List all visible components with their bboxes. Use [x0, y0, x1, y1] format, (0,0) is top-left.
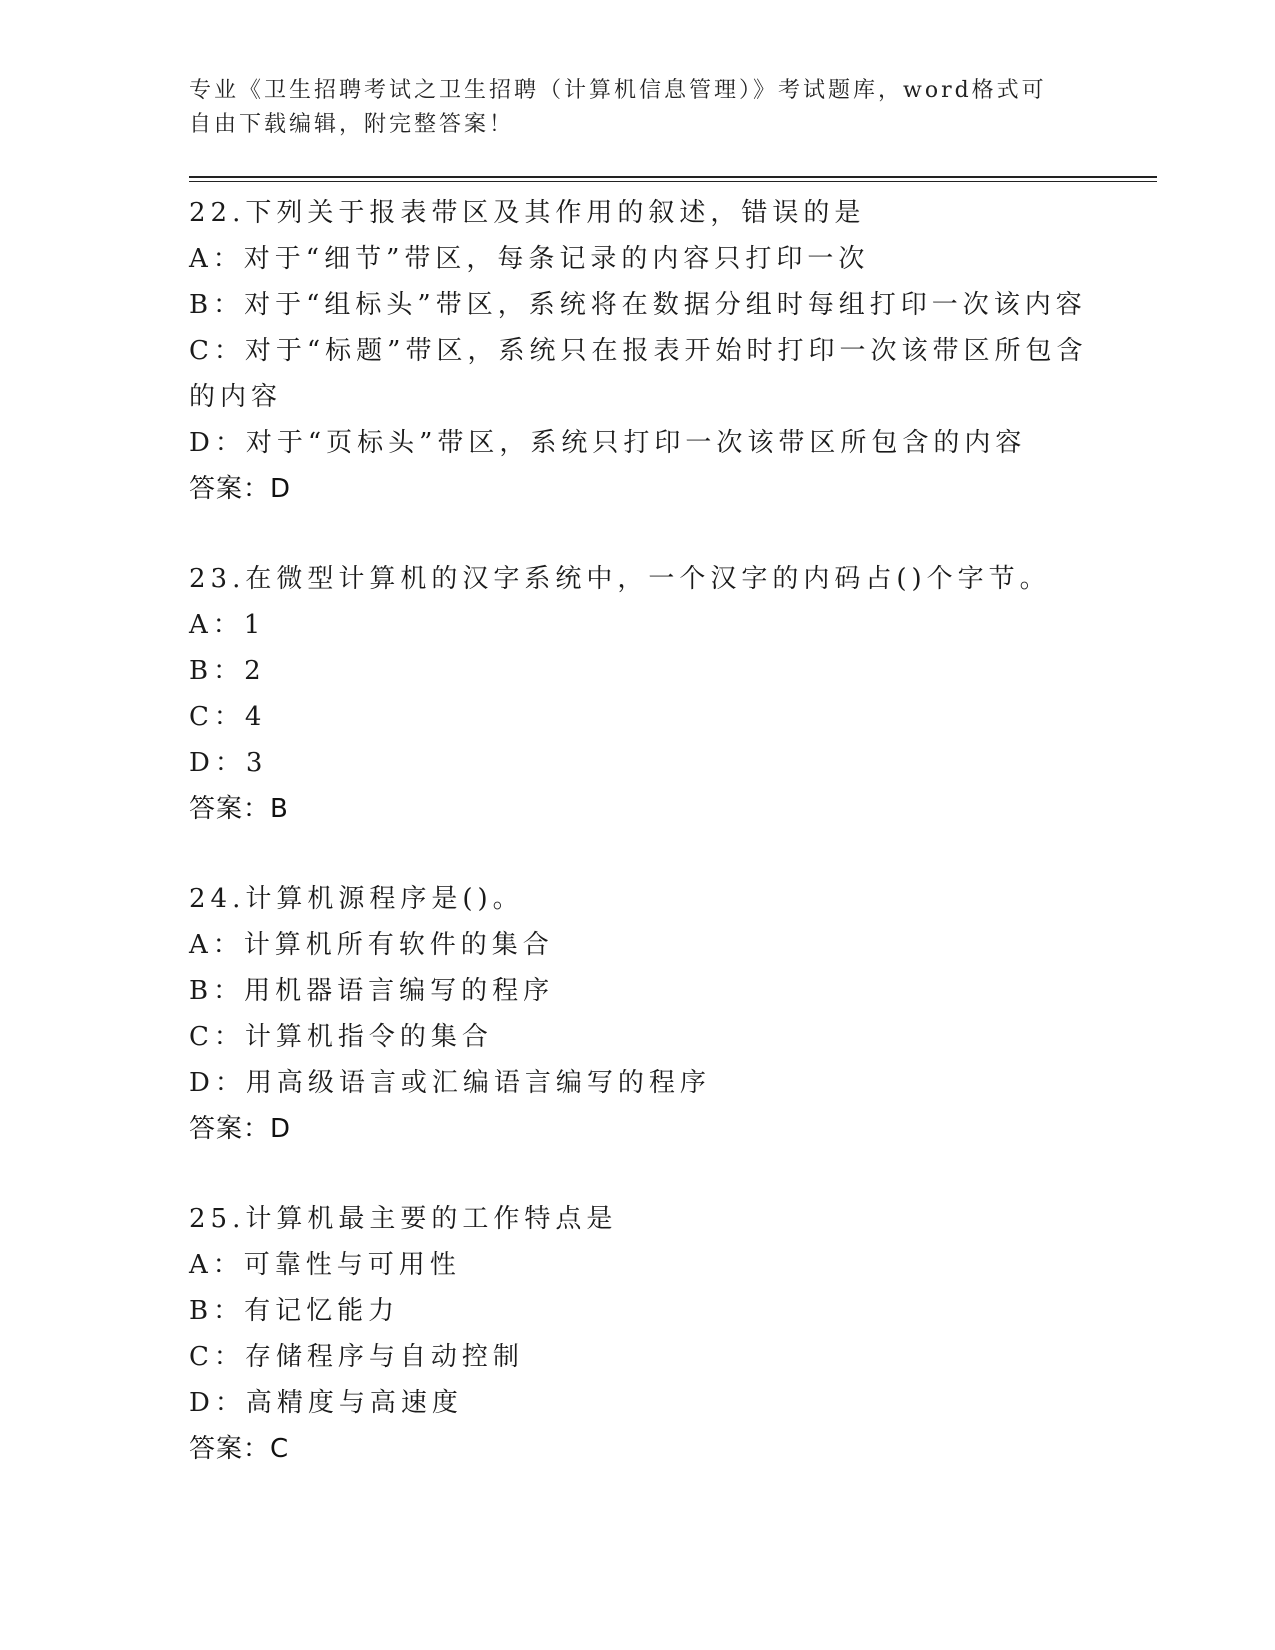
- answer: 答案：D: [189, 474, 292, 504]
- option-d: D：用高级语言或汇编语言编写的程序: [189, 1068, 711, 1098]
- option-a: A：对于“细节”带区，每条记录的内容只打印一次: [189, 244, 870, 274]
- header-divider-thin: [189, 181, 1157, 182]
- answer: 答案：C: [189, 1434, 290, 1464]
- option-b: B：对于“组标头”带区，系统将在数据分组时每组打印一次该内容: [189, 290, 1087, 320]
- document-header: 专业《卫生招聘考试之卫生招聘（计算机信息管理）》考试题库，word格式可自由下载编辑，附完整答案！: [189, 78, 1047, 137]
- option-a: A：1: [189, 610, 266, 640]
- question-24: [189, 876, 1089, 1152]
- option-d: D：高精度与高速度: [189, 1388, 463, 1418]
- question-stem: 24.计算机源程序是()。: [189, 884, 524, 914]
- option-c: C：存储程序与自动控制: [189, 1342, 524, 1372]
- answer: 答案：B: [189, 794, 289, 824]
- option-a: A：计算机所有软件的集合: [189, 930, 554, 960]
- question-stem: 23.在微型计算机的汉字系统中，一个汉字的内码占()个字节。: [189, 564, 1051, 594]
- question-list: [189, 190, 1089, 1516]
- question-stem: 25.计算机最主要的工作特点是: [189, 1204, 618, 1234]
- header-divider: [189, 176, 1157, 178]
- option-c: C：对于“标题”带区，系统只在报表开始时打印一次该带区所包含的内容: [189, 336, 1088, 412]
- option-a: A：可靠性与可用性: [189, 1250, 461, 1280]
- option-c: C：计算机指令的集合: [189, 1022, 493, 1052]
- question-22: [189, 190, 1089, 512]
- question-stem: 22.下列关于报表带区及其作用的叙述，错误的是: [189, 198, 866, 228]
- option-d: D：对于“页标头”带区，系统只打印一次该带区所包含的内容: [189, 428, 1027, 458]
- option-b: B：用机器语言编写的程序: [189, 976, 555, 1006]
- option-b: B：有记忆能力: [189, 1296, 400, 1326]
- question-25: [189, 1196, 1089, 1472]
- option-d: D：3: [189, 748, 268, 778]
- option-c: C：4: [189, 702, 267, 732]
- question-23: [189, 556, 1089, 832]
- answer: 答案：D: [189, 1114, 292, 1144]
- option-b: B：2: [189, 656, 266, 686]
